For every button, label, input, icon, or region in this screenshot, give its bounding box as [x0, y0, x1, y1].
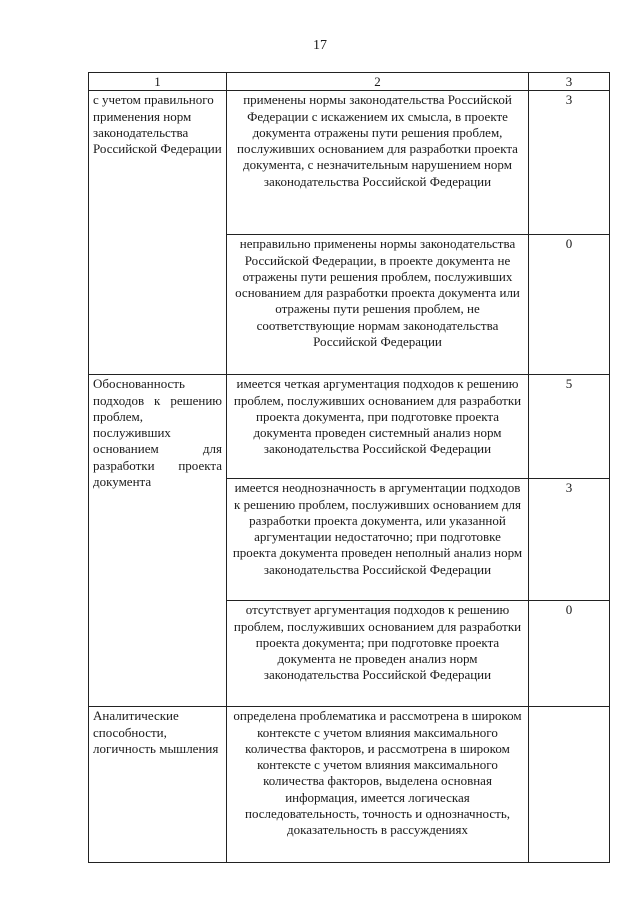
description-cell: применены нормы законодательства Российской Федерации с искажением их смысла, в проекте документа отражены пути решения проблем, послуживших основанием для разработки проекта документа, с незначительным нарушением норм законодательства Российской Федерации — [227, 91, 529, 235]
table-row — [89, 707, 610, 863]
header-col-2: 2 — [227, 73, 529, 91]
score-cell: 0 — [529, 235, 610, 375]
score-cell — [529, 707, 610, 863]
criterion-cell — [89, 375, 227, 707]
description-cell: имеется неоднозначность в аргументации подходов к решению проблем, послуживших основанием для разработки проекта документа, или указанной аргументации недостаточно; при подготовке проекта документа проведен неполный анализ норм законодательства Российской Федерации — [227, 479, 529, 601]
criterion-text: Обоснованность подходов к решению проблем, послуживших основанием для разработки проекта документа — [93, 376, 222, 490]
score-cell: 5 — [529, 375, 610, 479]
criterion-cell — [89, 91, 227, 375]
header-col-3: 3 — [529, 73, 610, 91]
header-col-1: 1 — [89, 73, 227, 91]
criterion-text: Аналитические способности, логичность мышления — [93, 708, 219, 756]
criterion-text: с учетом правильного применения норм законодательства Российской Федерации — [93, 92, 222, 157]
criteria-table — [88, 72, 610, 863]
description-cell: отсутствует аргументация подходов к решению проблем, послуживших основанием для разработки проекта документа; при подготовке проекта документа не проведен анализ норм законодательства Российской Федерации — [227, 601, 529, 707]
description-cell: имеется четкая аргументация подходов к решению проблем, послуживших основанием для разработки проекта документа, при подготовке проекта документа проведен системный анализ норм законодательства Российской Федерации — [227, 375, 529, 479]
page-number: 17 — [313, 38, 327, 53]
table-header-row — [89, 73, 610, 91]
score-cell: 3 — [529, 91, 610, 235]
criterion-cell — [89, 707, 227, 863]
table-row — [89, 91, 610, 235]
score-cell: 0 — [529, 601, 610, 707]
description-cell: неправильно применены нормы законодательства Российской Федерации, в проекте документа не отражены пути решения проблем, послуживших основанием для разработки проекта документа или отражены пути решения проблем, не соответствующие нормам законодательства Российской Федерации — [227, 235, 529, 375]
table-row — [89, 375, 610, 479]
score-cell: 3 — [529, 479, 610, 601]
description-cell: определена проблематика и рассмотрена в широком контексте с учетом влияния максимального количества факторов, и рассмотрена в широком контексте с учетом влияния максимального количества факторов, выделена основная информация, имеется логическая последовательность, точность и однозначность, доказательность в рассуждениях — [227, 707, 529, 863]
